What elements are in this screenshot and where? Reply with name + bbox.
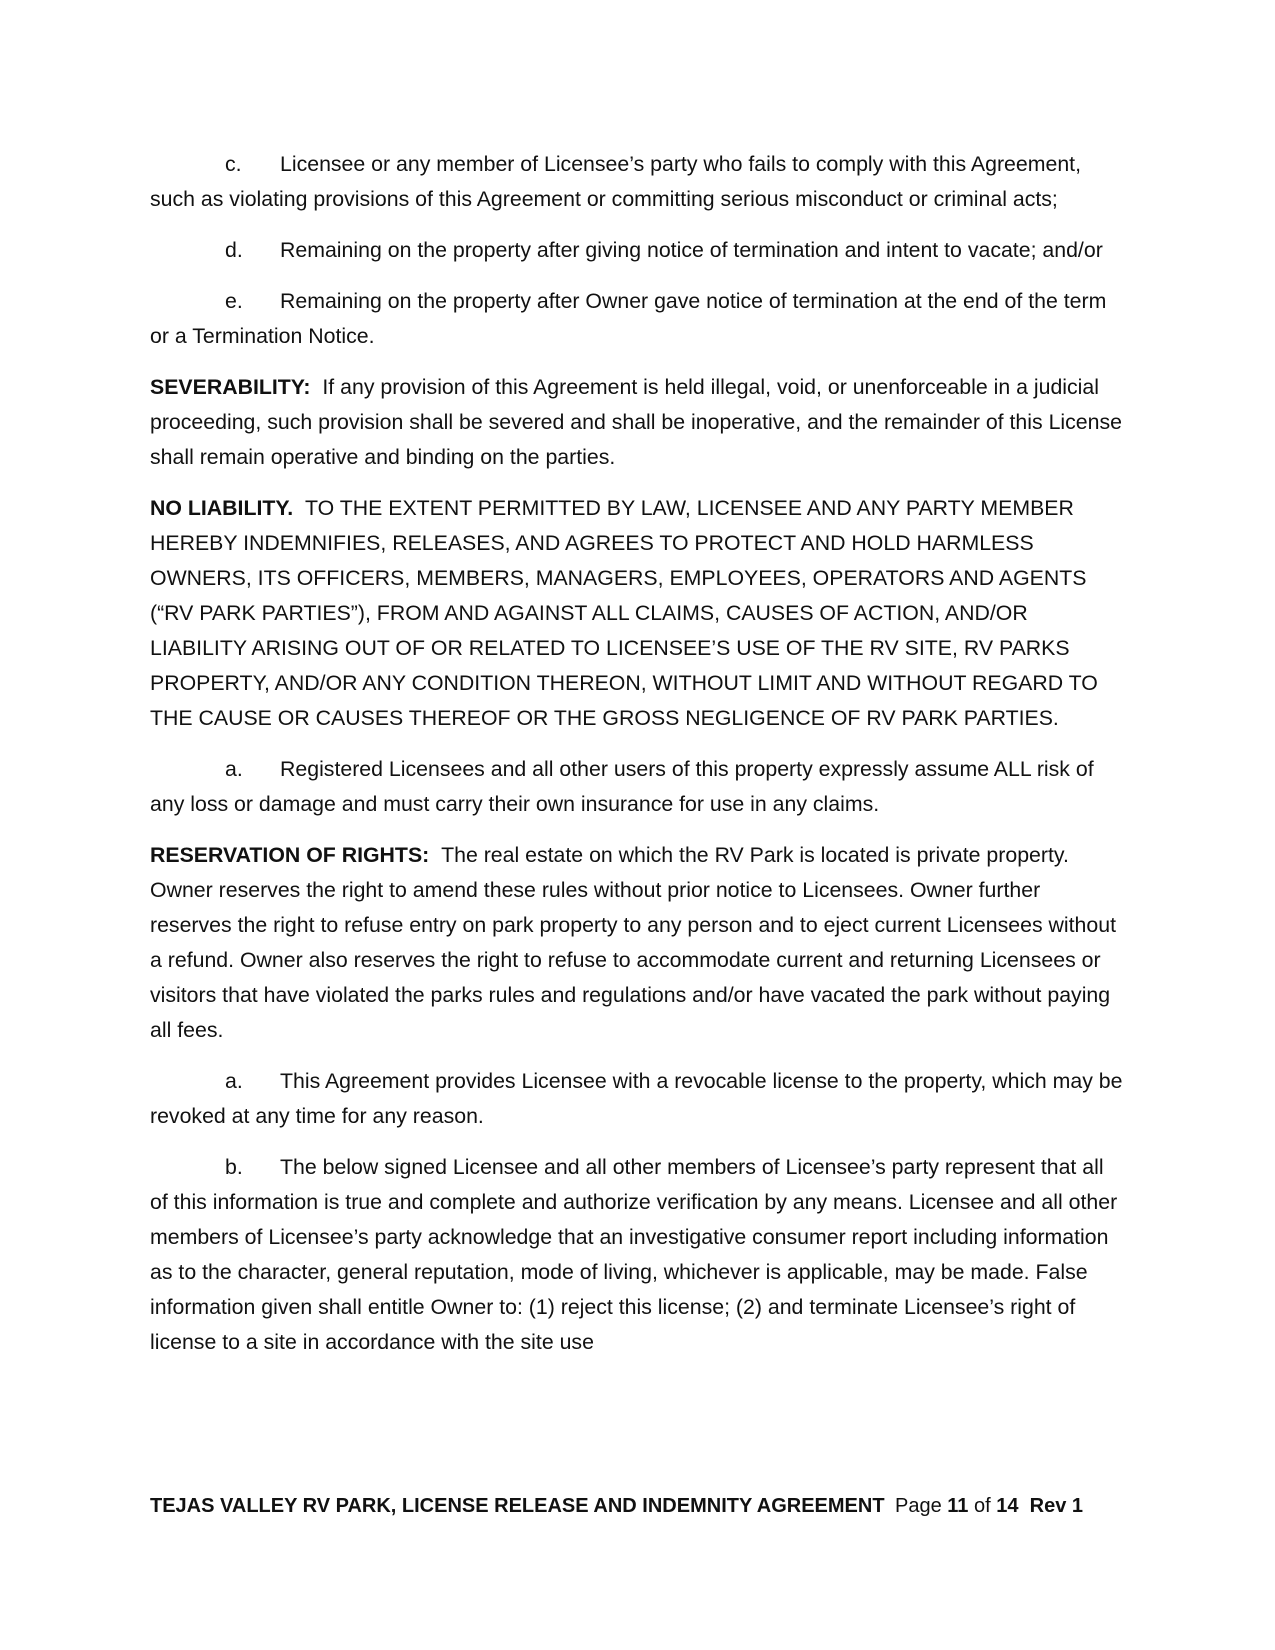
footer-page-info — [895, 1491, 1083, 1521]
severability-section — [150, 370, 1125, 475]
item-e — [150, 284, 1125, 354]
no-liability-heading: NO LIABILITY. — [150, 496, 294, 520]
item-c — [150, 147, 1125, 217]
reservation-heading: RESERVATION OF RIGHTS: — [150, 843, 430, 867]
footer-page-total: 14 — [996, 1495, 1019, 1517]
reservation-item-a — [150, 1064, 1125, 1134]
reservation-section — [150, 838, 1125, 1048]
severability-text: If any provision of this Agreement is held illegal, void, or unenforceable in a judicial proceeding, such provision shall be severed and shall be inoperative, and the remainder of this License shall remain operative and binding on the parties. — [150, 375, 1122, 469]
footer-revision: Rev 1 — [1029, 1495, 1083, 1517]
no-liability-section — [150, 491, 1125, 736]
item-d — [150, 233, 1125, 268]
severability-heading: SEVERABILITY: — [150, 375, 311, 399]
item-d-label: d. — [225, 238, 243, 262]
no-liability-item-a-label: a. — [225, 757, 243, 781]
no-liability-text: TO THE EXTENT PERMITTED BY LAW, LICENSEE AND ANY PARTY MEMBER HEREBY INDEMNIFIES, RELEASES, AND AGREES TO PROTECT AND HOLD HARMLESS OWNERS, ITS OFFICERS, MEMBERS, MANAGERS, EMPLOYEES, OPERATORS AND AGENTS (“RV PARK PARTIES”), FROM AND AGAINST ALL CLAIMS, CAUSES OF ACTION, AND/OR LIABILITY ARISING OUT OF OR RELATED TO LICENSEE’S USE OF THE RV SITE, RV PARKS PROPERTY, AND/OR ANY CONDITION THEREON, WITHOUT LIMIT AND WITHOUT REGARD TO THE CAUSE OR CAUSES THEREOF OR THE GROSS NEGLIGENCE OF RV PARK PARTIES. — [150, 496, 1098, 730]
footer-of-word: of — [974, 1495, 991, 1517]
document-body — [150, 147, 1125, 1376]
no-liability-item-a-text: Registered Licensees and all other users of this property expressly assume ALL risk of any loss or damage and must carry their own insurance for use in any claims. — [150, 757, 1094, 816]
item-c-text: Licensee or any member of Licensee’s party who fails to comply with this Agreement, such as violating provisions of this Agreement or committing serious misconduct or criminal acts; — [150, 152, 1081, 211]
footer-page-current: 11 — [947, 1495, 969, 1517]
reservation-item-b — [150, 1150, 1125, 1360]
reservation-item-b-label: b. — [225, 1155, 243, 1179]
footer-title: TEJAS VALLEY RV PARK, LICENSE RELEASE AND INDEMNITY AGREEMENT — [150, 1495, 885, 1517]
item-e-text: Remaining on the property after Owner gave notice of termination at the end of the term or a Termination Notice. — [150, 289, 1107, 348]
item-c-label: c. — [225, 152, 242, 176]
reservation-item-a-text: This Agreement provides Licensee with a revocable license to the property, which may be revoked at any time for any reason. — [150, 1069, 1123, 1128]
reservation-item-b-text: The below signed Licensee and all other members of Licensee’s party represent that all of this information is true and complete and authorize verification by any means. Licensee and all other members of Licensee’s party acknowledge that an investigative consumer report including information as to the character, general reputation, mode of living, whichever is applicable, may be made. False information given shall entitle Owner to: (1) reject this license; (2) and terminate Licensee’s right of license to a site in accordance with the site use — [150, 1155, 1118, 1354]
reservation-item-a-label: a. — [225, 1069, 243, 1093]
reservation-text: The real estate on which the RV Park is located is private property. Owner reserves the right to amend these rules without prior notice to Licensees. Owner further reserves the right to refuse entry on park property to any person and to eject current Licensees without a refund. Owner also reserves the right to refuse to accommodate current and returning Licensees or visitors that have violated the parks rules and regulations and/or have vacated the park without paying all fees. — [150, 843, 1116, 1042]
footer-page-word: Page — [895, 1495, 942, 1517]
item-e-label: e. — [225, 289, 243, 313]
no-liability-item-a — [150, 752, 1125, 822]
item-d-text: Remaining on the property after giving notice of termination and intent to vacate; and/or — [280, 238, 1103, 262]
